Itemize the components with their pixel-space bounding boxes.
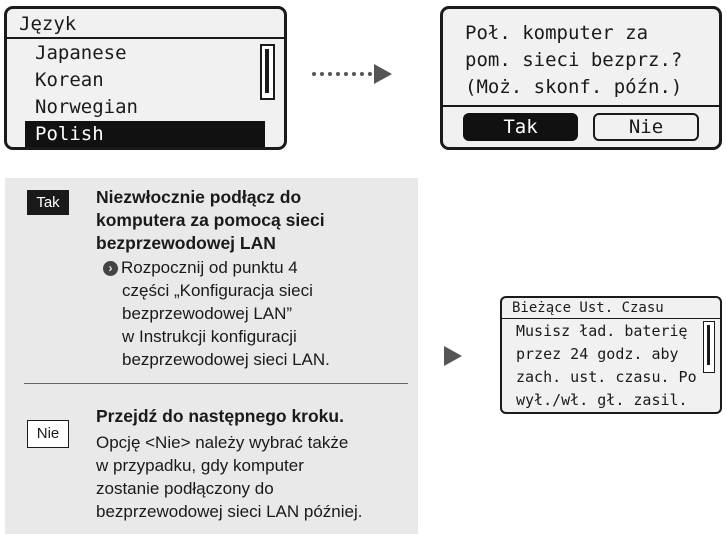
connect-question-screen <box>440 6 722 150</box>
arrow-right-icon <box>374 64 392 84</box>
yes-heading-line-1: Niezwłocznie podłącz do <box>96 187 302 207</box>
clock-line-4: wył./wł. gł. zasil. <box>516 391 688 409</box>
clock-screen-title: Bieżące Ust. Czasu <box>512 300 664 316</box>
language-item-norwegian[interactable]: Norwegian <box>35 96 138 118</box>
no-body-line-2: w przypadku, gdy komputer <box>96 456 304 475</box>
no-body-line-1: Opcję <Nie> należy wybrać także <box>96 433 349 452</box>
yes-note-line-3: bezprzewodowej LAN” <box>122 304 293 323</box>
yes-heading-line-2: komputera za pomocą sieci <box>96 210 325 230</box>
yes-heading-line-3: bezprzewodowej LAN <box>96 233 276 253</box>
no-body-line-3: zostanie podłączony do <box>96 479 274 498</box>
language-item-polish[interactable]: Polish <box>25 121 265 148</box>
yes-button[interactable]: Tak <box>463 113 578 141</box>
clock-line-1: Musisz ład. baterię <box>516 322 688 340</box>
language-item-japanese[interactable]: Japanese <box>35 42 127 64</box>
language-item-korean[interactable]: Korean <box>35 69 104 91</box>
scrollbar[interactable] <box>260 44 275 100</box>
clock-settings-screen <box>500 296 722 414</box>
dotted-arrow-line <box>312 72 372 76</box>
yes-note-line-4: w Instrukcji konfiguracji <box>122 327 297 346</box>
yes-note-line-1 <box>103 257 298 280</box>
question-line-3: (Moż. skonf. późn.) <box>465 76 683 98</box>
question-line-1: Poł. komputer za <box>465 22 649 44</box>
scrollbar[interactable] <box>703 321 715 373</box>
no-button[interactable]: Nie <box>593 113 699 141</box>
yes-tag: Tak <box>27 190 69 215</box>
divider <box>502 318 720 319</box>
divider <box>7 37 284 39</box>
no-heading: Przejdź do następnego kroku. <box>96 406 344 426</box>
arrow-circle-icon: › <box>103 261 118 276</box>
arrow-right-icon <box>444 346 462 366</box>
language-screen <box>4 6 287 150</box>
divider <box>443 105 719 107</box>
yes-note-line-2: części „Konfiguracja sieci <box>122 281 313 300</box>
clock-line-3: zach. ust. czasu. Po <box>516 368 697 386</box>
note-text: Rozpocznij od punktu 4 <box>121 258 298 277</box>
section-divider <box>24 383 408 384</box>
no-body-line-4: bezprzewodowej sieci LAN później. <box>96 502 363 521</box>
clock-line-2: przez 24 godz. aby <box>516 345 679 363</box>
question-line-2: pom. sieci bezprz.? <box>465 49 683 71</box>
language-screen-title: Język <box>19 13 77 35</box>
no-tag: Nie <box>27 420 69 448</box>
yes-note-line-5: bezprzewodowej sieci LAN. <box>122 350 330 369</box>
